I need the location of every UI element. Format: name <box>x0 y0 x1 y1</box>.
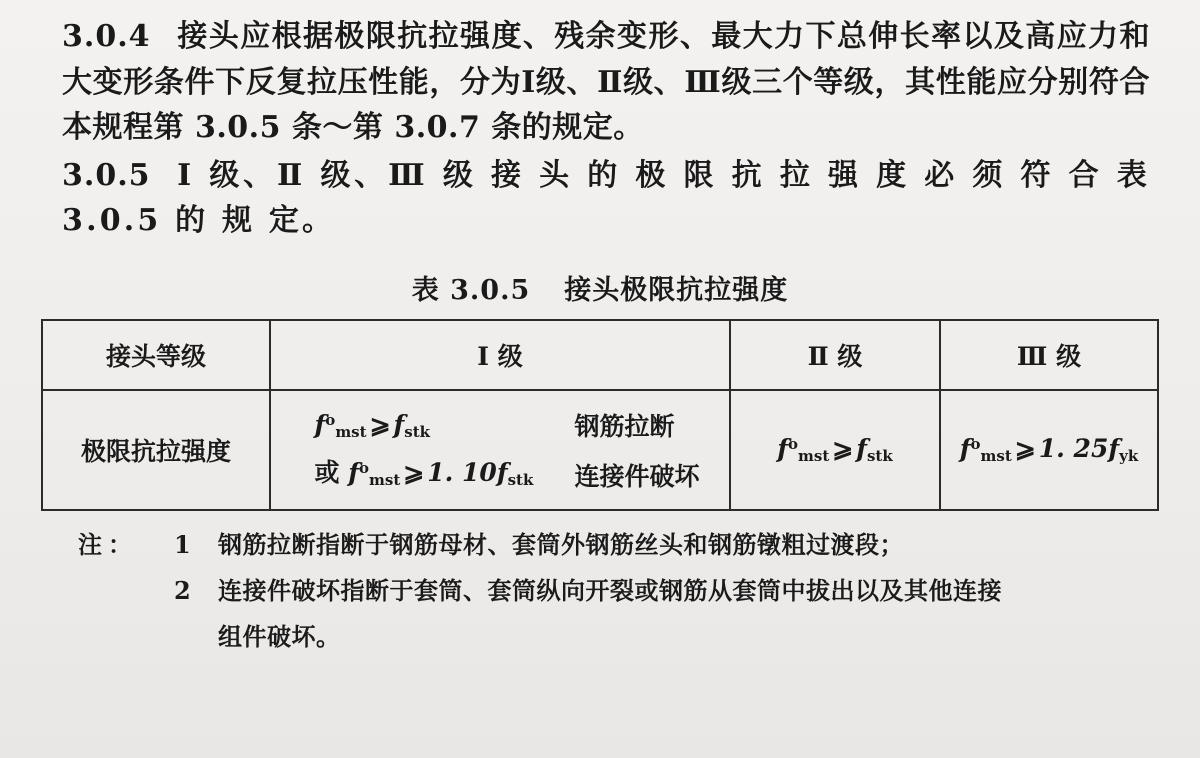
paragraph-text-3-0-5: Ⅰ 级、Ⅱ 级、Ⅲ 级 接 头 的 极 限 抗 拉 强 度 必 须 符 合 表 3.0.5 的 规 定。 <box>62 157 1150 239</box>
header-grade-2: Ⅱ 级 <box>730 320 940 390</box>
table-caption-title: 接头极限抗拉强度 <box>564 274 789 306</box>
note-grade1-line1: 钢筋拉断 <box>574 411 675 441</box>
note-index-1: 1 <box>174 529 191 559</box>
note-index-2: 2 <box>174 575 191 605</box>
cell-grade-2 <box>730 390 940 510</box>
paragraph-3-0-5 <box>62 153 1150 244</box>
note-text-2: 连接件破坏指断于套筒、套筒纵向开裂或钢筋从套筒中拔出以及其他连接 <box>218 575 1002 605</box>
table-notes <box>0 527 1200 655</box>
cell-grade-3 <box>940 390 1158 510</box>
row-label-ultimate-tensile-strength: 极限抗拉强度 <box>42 390 270 510</box>
formula-grade1-line1: $f^o_{mst}$ ⩾ $f_{stk}$ <box>314 410 431 442</box>
table-caption <box>0 268 1200 307</box>
formula-grade1-line2: 或 $f^o_{mst}$ ⩾ 1. $10f_{stk}$ <box>314 458 534 490</box>
notes-label: 注： <box>78 529 138 559</box>
header-grade-3: Ⅲ 级 <box>940 320 1158 390</box>
note-item-2 <box>78 573 1160 609</box>
table-header-row <box>42 320 1158 390</box>
note-item-1 <box>78 527 1160 563</box>
note-text-2-continuation: 组件破坏。 <box>218 621 341 651</box>
paragraph-number-3-0-5: 3.0.5 <box>62 157 151 193</box>
header-grade-1: Ⅰ 级 <box>270 320 730 390</box>
paragraph-text-3-0-4: 接头应根据极限抗拉强度、残余变形、最大力下总伸长率以及高应力和大变形条件下反复拉压性能，分为Ⅰ级、Ⅱ级、Ⅲ级三个等级，其性能应分别符合本规程第 3.0.5 条～第 3.0.7 条的规定。 <box>62 19 1150 146</box>
table-caption-label: 表 3.0.5 <box>411 274 531 306</box>
paragraph-number-3-0-4: 3.0.4 <box>62 19 151 54</box>
formula-grade3: $f^o_{mst}$ ⩾ 1. $25f_{yk}$ <box>959 434 1139 466</box>
formula-grade2: $f^o_{mst}$ ⩾ $f_{stk}$ <box>777 434 893 466</box>
paragraph-3-0-4 <box>62 14 1150 151</box>
body-text-block <box>0 0 1200 244</box>
note-grade1-line2: 连接件破坏 <box>574 461 700 491</box>
strength-table <box>41 319 1159 511</box>
note-text-1: 钢筋拉断指断于钢筋母材、套筒外钢筋丝头和钢筋镦粗过渡段； <box>218 529 904 559</box>
cell-grade-1 <box>270 390 730 510</box>
header-joint-grade: 接头等级 <box>42 320 270 390</box>
table-row <box>42 390 1158 510</box>
